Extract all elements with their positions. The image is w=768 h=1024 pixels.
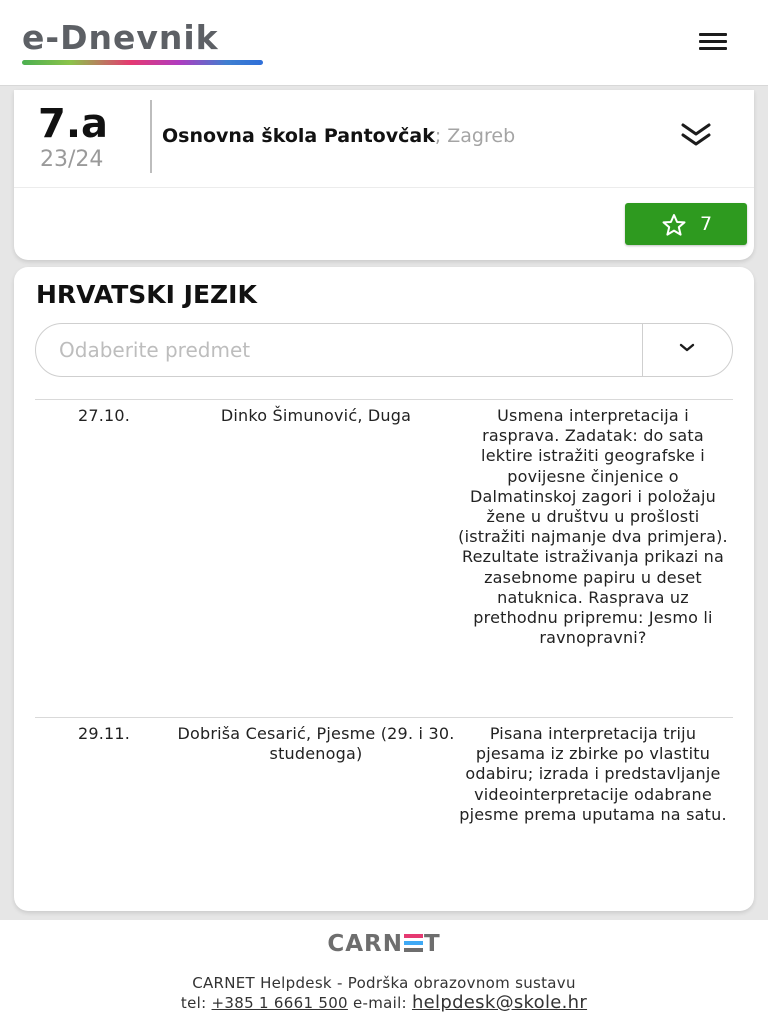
favorites-button[interactable]: [625, 203, 747, 245]
contact-line: [0, 992, 768, 1014]
reading-table[interactable]: [14, 379, 754, 911]
table-row: [35, 399, 733, 717]
table-cell-date: 27.10.: [77, 406, 131, 425]
table-cell-work: Dinko Šimunović, Duga: [220, 406, 412, 425]
subject-card: [14, 267, 754, 911]
divider: [14, 187, 754, 188]
subject-select[interactable]: [35, 323, 733, 377]
email-label: e-mail:: [347, 994, 412, 1012]
chevron-down-icon: [678, 342, 696, 354]
table-cell-date: 29.11.: [77, 724, 131, 743]
menu-icon-line: [699, 47, 727, 50]
school-city: ; Zagreb: [434, 125, 516, 147]
email-link[interactable]: helpdesk@skole.hr: [411, 992, 588, 1013]
table-row: [35, 717, 733, 917]
phone-link[interactable]: +385 1 6661 500: [211, 994, 348, 1012]
tel-label: tel:: [180, 994, 212, 1012]
helpdesk-label: CARNET Helpdesk - Podrška obrazovnom sustavu: [192, 974, 576, 992]
carnet-e-icon: [404, 934, 423, 952]
star-count: 7: [700, 213, 713, 235]
subject-select-placeholder: Odaberite predmet: [59, 338, 251, 362]
menu-icon: [699, 33, 727, 36]
school-name: Osnovna škola Pantovčak: [162, 125, 435, 147]
divider: [642, 324, 643, 376]
class-name: 7.a: [38, 101, 109, 147]
carnet-logo-text: CARN: [327, 931, 403, 957]
carnet-logo-text: T: [423, 931, 441, 957]
divider: [150, 100, 152, 173]
logo-underline: [22, 60, 263, 65]
app-logo[interactable]: e-Dnevnik: [22, 18, 219, 57]
table-cell-description: Pisana interpretacija triju pjesama iz zbirke po vlastitu odabiru; izrada i predstavljanje videointerpretacije odabrane pjesme prema uputama na satu.: [459, 724, 727, 824]
star-icon: [661, 213, 687, 237]
hamburger-menu-button[interactable]: [695, 28, 733, 56]
school-year: 23/24: [40, 147, 104, 172]
expand-chevron-icon[interactable]: [678, 122, 714, 150]
table-cell-work: Dobriša Cesarić, Pjesme (29. i 30. studenoga): [177, 724, 455, 764]
top-bar: [0, 0, 768, 86]
school-label: [162, 123, 515, 149]
footer: [0, 920, 768, 1024]
table-cell-description: Usmena interpretacija i rasprava. Zadatak: do sata lektire istražiti geografske i povijesne činjenice o Dalmatinskoj zagori i položaju žene u društvu u prošlosti (istražiti najmanje dva primjera). Rezultate istraživanja prikazi na zasebnome papiru u deset natuknica. Rasprava uz prethodnu pripremu: Jesmo li ravnopravni?: [458, 406, 728, 648]
menu-icon-line: [699, 40, 727, 43]
carnet-logo[interactable]: [0, 928, 768, 960]
subject-title: HRVATSKI JEZIK: [36, 280, 257, 309]
class-card: [14, 90, 754, 260]
